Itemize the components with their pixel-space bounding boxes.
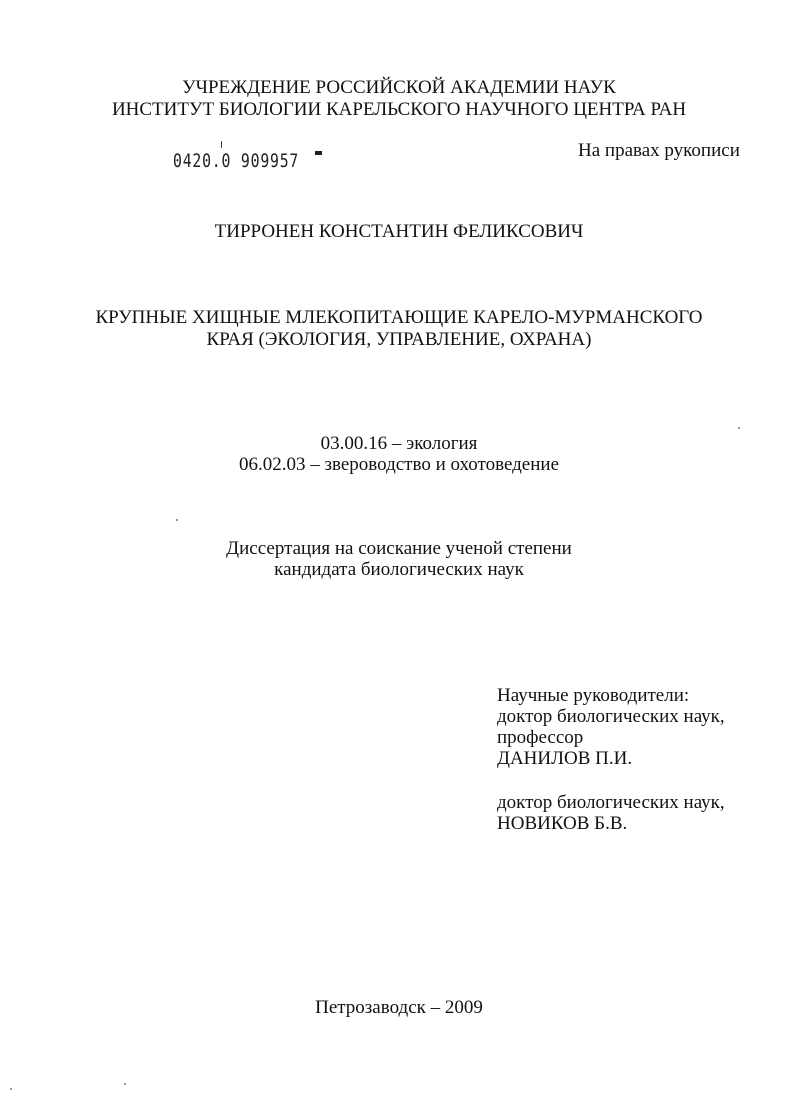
dissertation-title-line-2: КРАЯ (ЭКОЛОГИЯ, УПРАВЛЕНИЕ, ОХРАНА) [206, 329, 592, 350]
rights-note: На правах рукописи [578, 140, 740, 161]
specialty-code-1: 03.00.16 – экология [320, 433, 478, 454]
author-name: ТИРРОНЕН КОНСТАНТИН ФЕЛИКСОВИЧ [214, 221, 584, 242]
supervisor-2-name: НОВИКОВ Б.В. [497, 813, 628, 834]
degree-line-2: кандидата биологических наук [274, 559, 524, 580]
specialty-code-2: 06.02.03 – звероводство и охотоведение [238, 454, 560, 475]
supervisor-1-rank: профессор [497, 727, 584, 748]
place-and-year: Петрозаводск – 2009 [315, 997, 483, 1018]
stamp-accent-mark [221, 141, 222, 148]
stamp-dash-mark [315, 151, 322, 155]
scan-speck [10, 1088, 12, 1090]
dissertation-title-line-1: КРУПНЫЕ ХИЩНЫЕ МЛЕКОПИТАЮЩИЕ КАРЕЛО-МУРМАНСКОГО [95, 307, 703, 328]
institution-line-2: ИНСТИТУТ БИОЛОГИИ КАРЕЛЬСКОГО НАУЧНОГО ЦЕНТРА РАН [111, 99, 687, 120]
scan-speck [176, 519, 178, 521]
degree-line-1: Диссертация на соискание ученой степени [226, 538, 572, 559]
supervisor-2-degree: доктор биологических наук, [497, 792, 725, 813]
scan-speck [738, 427, 740, 429]
scan-speck [124, 1083, 126, 1085]
institution-line-1: УЧРЕЖДЕНИЕ РОССИЙСКОЙ АКАДЕМИИ НАУК [182, 77, 616, 98]
registration-number-stamp: 0420.0 909957 [173, 150, 300, 172]
supervisor-1-degree: доктор биологических наук, [497, 706, 725, 727]
supervisor-1-name: ДАНИЛОВ П.И. [497, 748, 633, 769]
supervisors-heading: Научные руководители: [497, 685, 690, 706]
